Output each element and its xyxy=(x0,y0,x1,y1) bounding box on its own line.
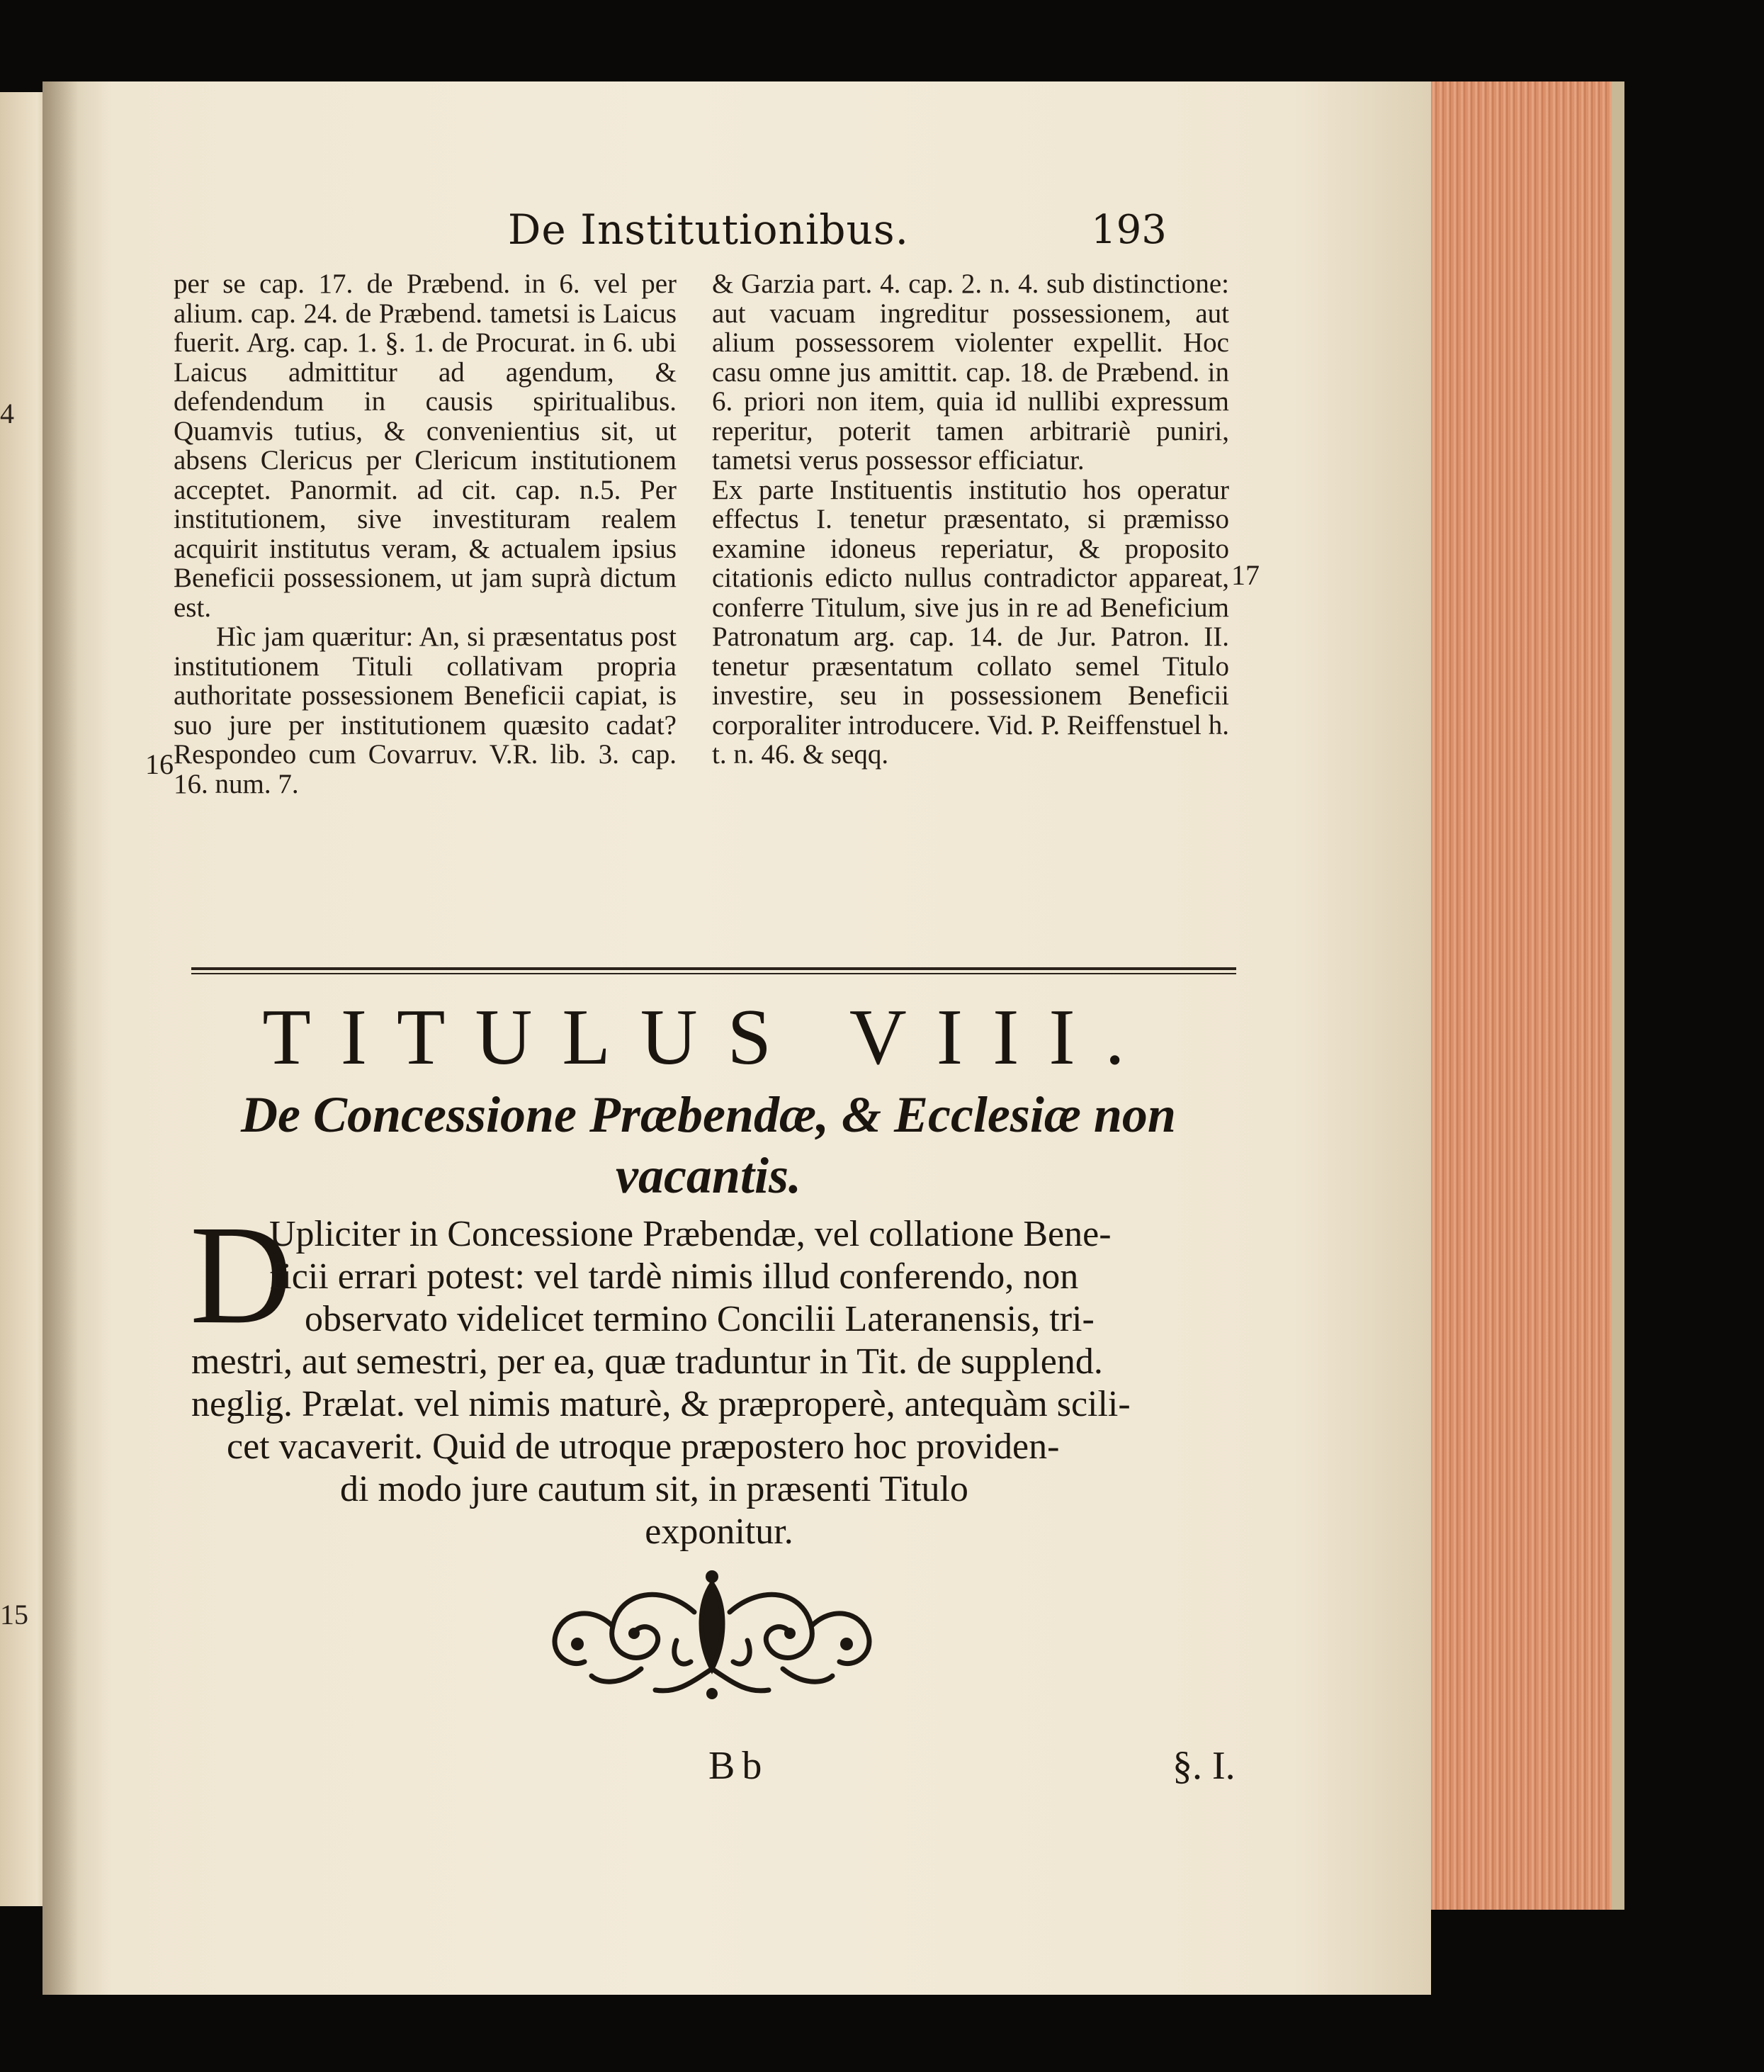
right-column xyxy=(712,269,1229,770)
page-number: 193 xyxy=(1091,207,1167,253)
intro-line: ficii errari potest: vel tardè nimis illud conferendo, non xyxy=(269,1256,1079,1297)
right-column-paragraph: Ex parte Instituentis institutio hos operatur effectus I. tenetur præsentato, si præmisso examine idoneus reperiatur, & proposito citationis edicto nullus contradictor appareat, conferre Titulum, sive jus in re ad Beneficium Patronatum arg. cap. 14. de Jur. Patron. II. tenetur præsentatum collato semel Titulo investire, seu in possessionem Beneficii corporaliter introducere. Vid. P. Reiffenstuel h. t. n. 46. & seqq. xyxy=(712,474,1229,770)
title-heading: TITULUS VIII. xyxy=(262,993,1155,1081)
facing-page-margin-number: 15 xyxy=(0,1599,28,1631)
intro-line: Upliciter in Concessione Præbendæ, vel collatione Bene- xyxy=(269,1214,1112,1254)
double-rule xyxy=(191,967,1236,970)
intro-line: cet vacaverit. Quid de utroque præpostero hoc providen- xyxy=(227,1426,1060,1467)
drop-cap: D xyxy=(190,1197,293,1353)
intro-line: observato videlicet termino Concilii Lateranensis, tri- xyxy=(305,1299,1095,1339)
left-column-paragraph: per se cap. 17. de Præbend. in 6. vel per alium. cap. 24. de Præbend. tametsi is Laicus fuerit. Arg. cap. 1. §. 1. de Procurat. in 6. ubi Laicus admittitur ad agendum, & defendendum in causis spiritualibus. Quamvis tutius, & convenientius sit, ut absens Clericus per Clericum institutionem acceptet. Panormit. ad cit. cap. n.5. Per institutionem, sive investituram realem acquirit institutus veram, & actualem ipsius Beneficii possessionem, ut jam suprà dictum est. xyxy=(174,269,677,623)
intro-line: di modo jure cautum sit, in præsenti Titulo xyxy=(340,1469,968,1509)
subtitle-line: vacantis. xyxy=(616,1147,801,1204)
printers-ornament xyxy=(535,1563,889,1704)
intro-line: exponitur. xyxy=(645,1511,793,1552)
left-column-paragraph: Hìc jam quæritur: An, si præsentatus post institutionem Tituli collativam propria authoritate possessionem Beneficii capiat, is suo jure per institutionem quæsito cadat? Respondeo cum Covarruv. V.R. lib. 3. cap. 16. num. 7. xyxy=(174,621,677,799)
title-subtitle xyxy=(198,1084,1219,1206)
catchword: §. I. xyxy=(1172,1744,1236,1788)
paragraph-number: 16 xyxy=(145,748,174,780)
signature-mark: Bb xyxy=(708,1744,769,1788)
intro-line: mestri, aut semestri, per ea, quæ traduntur in Tit. de supplend. xyxy=(191,1341,1103,1382)
running-header: De Institutionibus. xyxy=(507,205,910,254)
subtitle-line: De Concessione Præbendæ, & Ecclesiæ non xyxy=(241,1086,1176,1143)
intro-line: neglig. Prælat. vel nimis maturè, & præproperè, antequàm scili- xyxy=(191,1384,1131,1424)
page-gutter-shadow xyxy=(43,81,78,1995)
left-column xyxy=(174,269,677,799)
page-edge-gilt xyxy=(1417,81,1624,1910)
double-rule xyxy=(191,973,1236,974)
facing-page-margin-number: 4 xyxy=(0,398,14,429)
right-column-paragraph: & Garzia part. 4. cap. 2. n. 4. sub distinctione: aut vacuam ingreditur possessionem, aut alium possessorem violenter expellit. Hoc casu omne jus amittit. cap. 18. de Præbend. in 6. priori non item, quia id nullibi expressum reperitur, poterit tamen arbitrariè puniri, tametsi verus possessor efficiatur. xyxy=(712,269,1229,475)
paragraph-number: 17 xyxy=(1231,559,1260,591)
